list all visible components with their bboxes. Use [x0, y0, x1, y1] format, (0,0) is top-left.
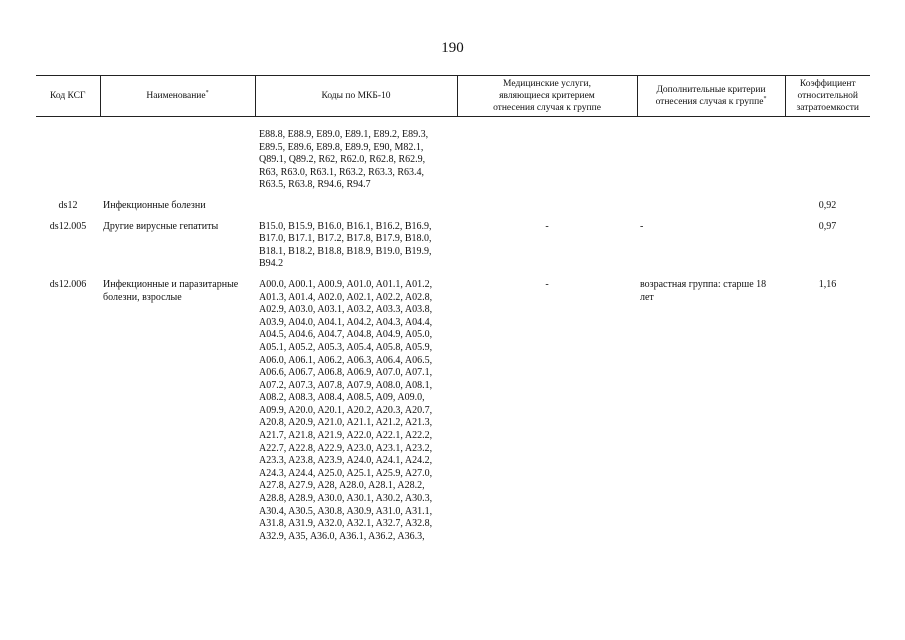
mkb-code-line: A27.8, A27.9, A28, A28.0, A28.1, A28.2,: [259, 480, 425, 492]
table-header: [36, 76, 870, 117]
mkb-code-line: A30.4, A30.5, A30.8, A30.9, A31.0, A31.1,: [259, 505, 433, 517]
mkb-code-line: A07.2, A07.3, A07.8, A07.9, A08.0, A08.1,: [259, 379, 433, 391]
mkb-codes: [255, 192, 457, 213]
mkb-code-line: A22.7, A22.8, A22.9, A23.0, A23.1, A23.2,: [259, 442, 433, 454]
mkb-code-line: A28.8, A28.9, A30.0, A30.1, A30.2, A30.3,: [259, 493, 433, 505]
mkb-code-line: B17.0, B17.1, B17.2, B17.8, B17.9, B18.0,: [259, 233, 432, 245]
mkb-code-line: A04.5, A04.6, A04.7, A04.8, A04.9, A05.0,: [259, 329, 433, 341]
header-services: Медицинские услуги, являющиеся критерием отнесения случая к группе: [457, 76, 637, 117]
header-criteria: Дополнительные критерии отнесения случая к группе*: [637, 76, 785, 117]
mkb-codes: [255, 213, 457, 271]
table-row: [36, 271, 870, 543]
medical-services: [457, 117, 637, 192]
header-name: Наименование*: [100, 76, 255, 117]
ksg-name: Инфекционные и паразитарные болезни, взрослые: [103, 278, 239, 303]
mkb-codes: [255, 271, 457, 543]
ksg-code: [36, 117, 100, 192]
mkb-code-line: A06.0, A06.1, A06.2, A06.3, A06.4, A06.5,: [259, 354, 433, 366]
mkb-code-line: A06.6, A06.7, A06.8, A06.9, A07.0, A07.1,: [259, 367, 433, 379]
mkb-code-line: R63, R63.0, R63.1, R63.2, R63.3, R63.4,: [259, 166, 425, 178]
table-body: [36, 117, 870, 544]
mkb-code-line: A23.3, A23.8, A23.9, A24.0, A24.1, A24.2,: [259, 455, 433, 467]
ksg-name: Инфекционные болезни: [103, 199, 206, 211]
mkb-code-line: A31.8, A31.9, A32.0, A32.1, A32.7, A32.8,: [259, 518, 433, 530]
header-mkb: Коды по МКБ-10: [255, 76, 457, 117]
mkb-code-line: A02.9, A03.0, A03.1, A03.2, A03.3, A03.8,: [259, 304, 433, 316]
ksg-name: [100, 117, 255, 192]
page-number: 190: [441, 40, 464, 56]
mkb-code-line: E89.5, E89.6, E89.8, E89.9, E90, M82.1,: [259, 141, 424, 153]
mkb-code-line: A20.8, A20.9, A21.0, A21.1, A21.2, A21.3,: [259, 417, 433, 429]
additional-criteria: [637, 192, 785, 213]
header-coefficient: Коэффициент относительной затратоемкости: [785, 76, 870, 117]
cost-coefficient: [785, 117, 870, 192]
mkb-code-line: A21.7, A21.8, A21.9, A22.0, A22.1, A22.2,: [259, 430, 433, 442]
table-row: [36, 192, 870, 213]
cost-coefficient: 1,16: [818, 278, 837, 290]
medical-services: -: [545, 220, 549, 232]
mkb-code-line: Q89.1, Q89.2, R62, R62.0, R62.8, R62.9,: [259, 154, 426, 166]
table-row: [36, 213, 870, 271]
table-row: [36, 117, 870, 192]
mkb-code-line: B15.0, B15.9, B16.0, B16.1, B16.2, B16.9,: [259, 220, 432, 232]
header-code: Код КСГ: [36, 76, 100, 117]
additional-criteria: -: [640, 220, 644, 232]
mkb-code-line: E88.8, E88.9, E89.0, E89.1, E89.2, E89.3,: [259, 129, 429, 140]
mkb-code-line: A08.2, A08.3, A08.4, A08.5, A09, A09.0,: [259, 392, 425, 404]
ksg-code: ds12.005: [49, 220, 87, 232]
medical-services: [457, 192, 637, 213]
mkb-code-line: A00.0, A00.1, A00.9, A01.0, A01.1, A01.2,: [259, 278, 433, 290]
mkb-code-line: A09.9, A20.0, A20.1, A20.2, A20.3, A20.7,: [259, 404, 433, 416]
mkb-code-line: A05.1, A05.2, A05.3, A05.4, A05.8, A05.9,: [259, 341, 433, 353]
mkb-code-line: A03.9, A04.0, A04.1, A04.2, A04.3, A04.4,: [259, 316, 433, 328]
mkb-codes: [255, 117, 457, 192]
cost-coefficient: 0,92: [818, 199, 837, 211]
ksg-table: [36, 75, 870, 543]
ksg-code: ds12.006: [49, 278, 87, 290]
additional-criteria: [637, 117, 785, 192]
mkb-code-line: R63.5, R63.8, R94.6, R94.7: [259, 179, 371, 191]
mkb-code-line: A01.3, A01.4, A02.0, A02.1, A02.2, A02.8,: [259, 291, 433, 303]
mkb-code-line: B94.2: [259, 258, 284, 270]
mkb-code-line: A32.9, A35, A36.0, A36.1, A36.2, A36.3,: [259, 530, 425, 542]
ksg-code: ds12: [58, 199, 78, 211]
cost-coefficient: 0,97: [818, 220, 837, 232]
mkb-code-line: B18.1, B18.2, B18.8, B18.9, B19.0, B19.9,: [259, 245, 432, 257]
additional-criteria: возрастная группа: старше 18 лет: [640, 278, 767, 303]
medical-services: -: [545, 278, 549, 290]
mkb-code-line: A24.3, A24.4, A25.0, A25.1, A25.9, A27.0,: [259, 467, 433, 479]
ksg-name: Другие вирусные гепатиты: [103, 220, 219, 232]
